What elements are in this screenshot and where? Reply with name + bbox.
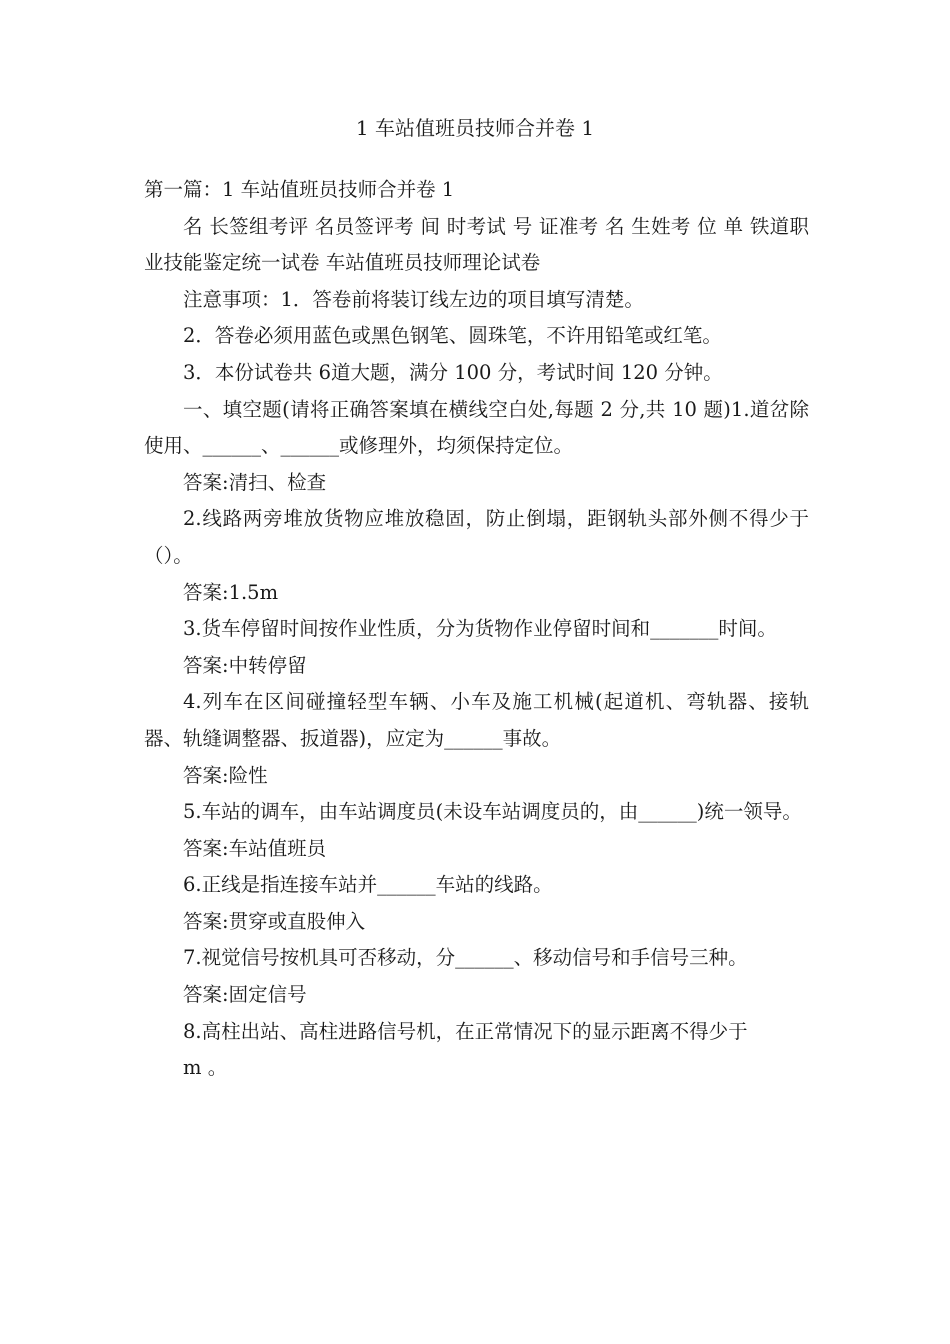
answer-2: 答案:1.5m: [183, 580, 279, 604]
document-title: 1 车站值班员技师合并卷 1: [355, 116, 595, 140]
paragraph-notice-2: 2．答卷必须用蓝色或黑色钢笔、圆珠笔，不许用铅笔或红笔。: [183, 324, 722, 348]
answer-1: 答案:清扫、检查: [183, 470, 327, 494]
question-2: 2.线路两旁堆放货物应堆放稳固，防止倒塌，距钢轨头部外侧不得少于（）。: [144, 507, 809, 567]
section-heading: 第一篇：1 车站值班员技师合并卷 1: [144, 178, 455, 201]
answer-7: 答案:固定信号: [183, 983, 307, 1007]
answer-6: 答案:贯穿或直股伸入: [183, 909, 366, 933]
question-5: 5.车站的调车，由车站调度员(未设车站调度员的，由______)统一领导。: [183, 800, 802, 824]
answer-4: 答案:险性: [183, 763, 268, 787]
question-4: 4.列车在区间碰撞轻型车辆、小车及施工机械(起道机、弯轨器、接轨器、轨缝调整器、扳道器)，应定为______事故。: [144, 690, 809, 750]
answer-3: 答案:中转停留: [183, 653, 307, 677]
paragraph-exam-header: 名 长签组考评 名员签评考 间 时考试 号 证准考 名 生姓考 位 单 铁道职业技能鉴定统一试卷 车站值班员技师理论试卷: [144, 214, 809, 275]
question-8-continuation: m 。: [183, 1056, 228, 1080]
question-7: 7.视觉信号按机具可否移动，分______、移动信号和手信号三种。: [183, 946, 748, 970]
document-body: [144, 172, 809, 1087]
question-3: 3.货车停留时间按作业性质，分为货物作业停留时间和_______时间。: [183, 617, 777, 641]
answer-5: 答案:车站值班员: [183, 836, 327, 860]
paragraph-notice: 注意事项：1．答卷前将装订线左边的项目填写清楚。: [183, 287, 644, 311]
question-6: 6.正线是指连接车站并______车站的线路。: [183, 873, 553, 897]
question-8: 8.高柱出站、高柱进路信号机，在正常情况下的显示距离不得少于: [183, 1019, 748, 1043]
paragraph-notice-3: 3．本份试卷共 6道大题，满分 100 分，考试时间 120 分钟。: [183, 360, 723, 384]
question-1: 一、填空题(请将正确答案填在横线空白处,每题 2 分,共 10 题)1.道岔除使用、______、______或修理外，均须保持定位。: [144, 397, 809, 458]
